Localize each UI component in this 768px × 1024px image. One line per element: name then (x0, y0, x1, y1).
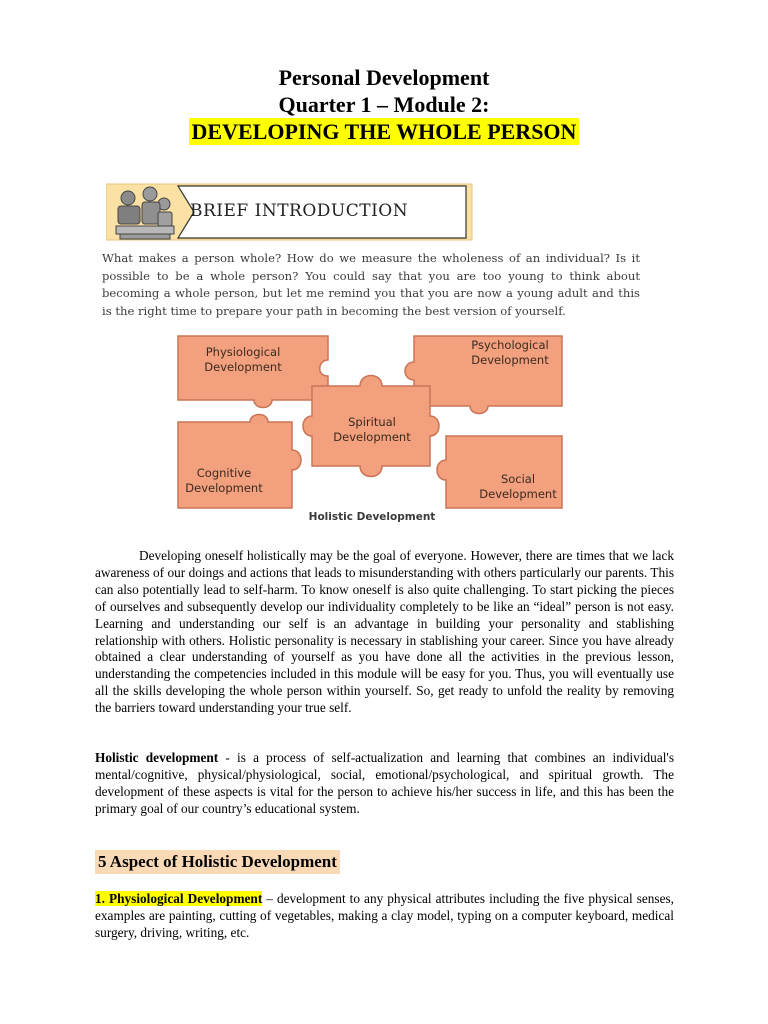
intro-paragraph: Developing oneself holistically may be the goal of everyone. However, there are times that we lack awareness of our doings and actions that leads to misunderstanding with others particularly our parents. This can also potentially lead to self-harm. To know oneself is also quite challenging. To start picking the pieces of ourselves and subsequently develop our individuality completely to be like an “ideal” person is not easy. Learning and understanding our self is an advantage in building your personality and stablishing relationship with others. Holistic personality is necessary in stablishing your career. Since you have already obtained a clear understanding of yourself as you have done all the activities in the previous lesson, understanding the competencies included in this module will be easy for you. Thus, you will eventually use all the skills developing the whole person within yourself. So, get ready to unfold the reality by removing the barriers toward understanding your true self. (95, 548, 674, 716)
intro-figure (100, 180, 644, 530)
definition-text: - is a process of self-actualization and learning that combines an individual's mental/cognitive, physical/physiological, social, emotional/psychological, and spiritual growth. The development of these aspects is vital for the person to achieve his/her success in life, and this has been the primary goal of our country’s educational system. (95, 750, 674, 816)
brief-introduction-label: BRIEF INTRODUCTION (190, 201, 409, 221)
puzzle-label-cognitive: Cognitive Development (185, 466, 263, 495)
puzzle-label-physiological: Physiological Development (204, 345, 282, 374)
definition-term: Holistic development (95, 750, 219, 765)
document-title: Personal Development (278, 65, 490, 90)
puzzle-label-social: Social Development (479, 472, 557, 501)
diagram-caption: Holistic Development (308, 511, 436, 523)
aspect-item-1 (95, 891, 674, 942)
highlighted-title: DEVELOPING THE WHOLE PERSON (189, 118, 580, 145)
aspect-item-1-text: – development to any physical attributes including the five physical senses, examples are painting, cutting of vegetables, making a clay model, typing on a computer keyboard, medical surgery, driving, writing, etc. (95, 891, 675, 940)
puzzle-label-spiritual: Spiritual Development (333, 415, 411, 444)
title-block (0, 64, 768, 145)
section-heading: 5 Aspect of Holistic Development (95, 850, 340, 874)
definition-paragraph (95, 750, 674, 818)
document-subtitle: Quarter 1 – Module 2: (278, 92, 490, 117)
aspect-item-1-term: 1. Physiological Development (95, 891, 263, 906)
puzzle-label-psychological: Psychological Development (471, 338, 549, 367)
intro-text: What makes a person whole? How do we measure the wholeness of an individual? Is it possible to be a whole person? You could say that you are too young to think about becoming a whole person, but let me remind you that you are now a young adult and this is the right time to prepare your path in becoming the best version of yourself. (102, 251, 640, 318)
